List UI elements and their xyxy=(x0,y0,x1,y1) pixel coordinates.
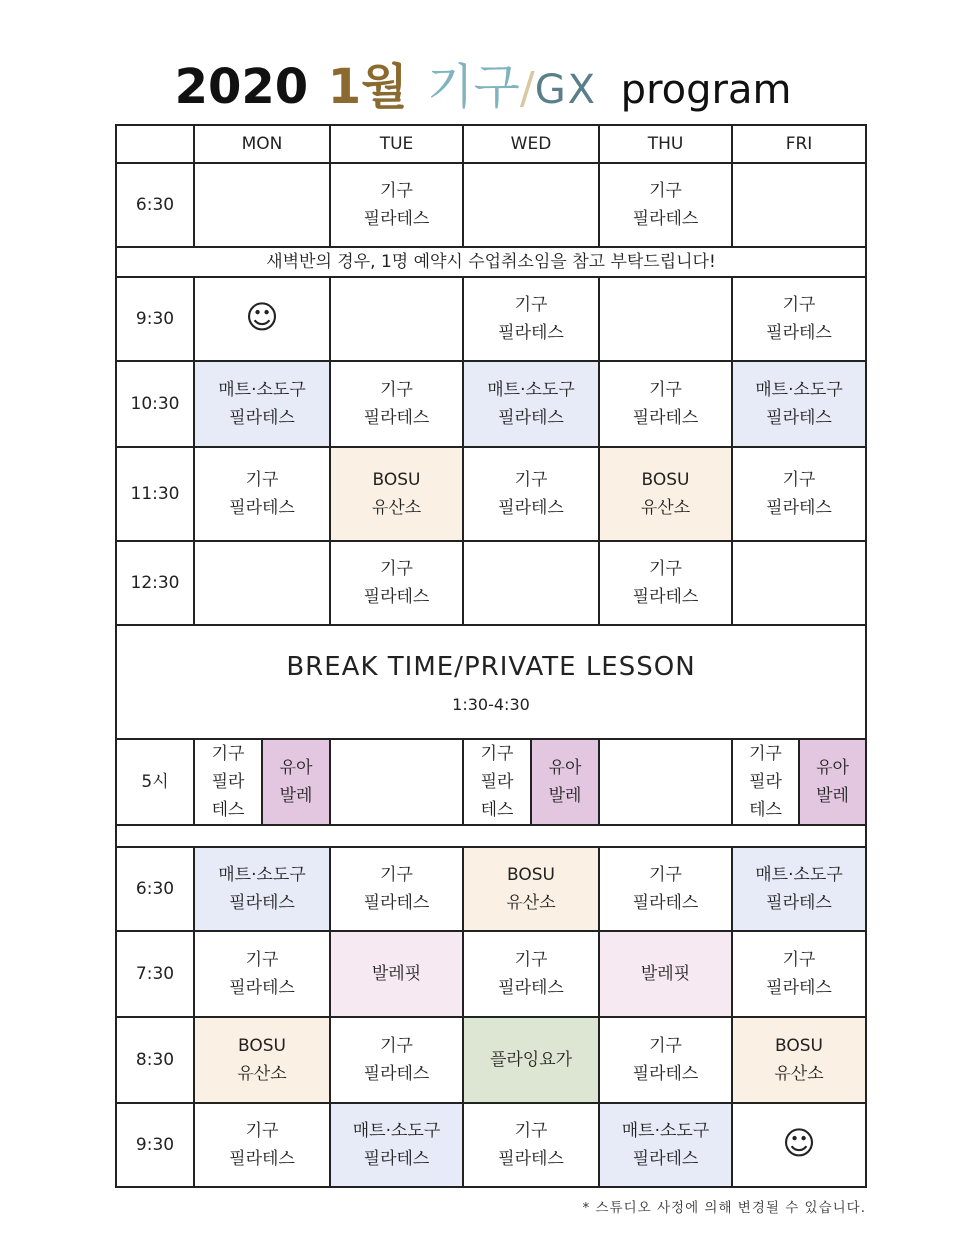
class-line-2: 발레 xyxy=(816,786,849,806)
class-cell xyxy=(531,740,598,824)
time-cell: 12:30 xyxy=(116,541,194,625)
class-cell-empty xyxy=(463,541,599,625)
class-line-2: 필라테스 xyxy=(229,978,295,998)
class-cell xyxy=(463,1017,599,1103)
class-cell-split xyxy=(732,739,866,825)
class-cell-empty xyxy=(463,163,599,247)
class-line-1: 기구 xyxy=(245,1121,279,1141)
class-cell xyxy=(732,1103,866,1187)
class-line-1: 기구 xyxy=(514,470,548,490)
class-cell xyxy=(732,931,866,1017)
class-line-2: 유산소 xyxy=(371,498,422,518)
class-cell xyxy=(599,361,732,447)
class-line-1: 유아 xyxy=(816,758,849,778)
class-line-1: 유아 xyxy=(548,758,582,778)
row-5pm xyxy=(116,739,866,825)
class-cell-empty xyxy=(194,163,330,247)
row-0630-am xyxy=(116,163,866,247)
class-line-1: 기구 xyxy=(749,744,782,764)
class-cell xyxy=(330,447,463,541)
title-month: 1월 xyxy=(327,59,408,115)
row-1230 xyxy=(116,541,866,625)
class-cell xyxy=(330,1103,463,1187)
header-wed: WED xyxy=(463,125,599,163)
class-line-1: 기구 xyxy=(514,1121,548,1141)
class-cell xyxy=(799,740,865,824)
class-cell-empty xyxy=(732,163,866,247)
break-time: 1:30-4:30 xyxy=(452,695,530,714)
time-cell: 8:30 xyxy=(116,1017,194,1103)
class-line-2: 필라테스 xyxy=(229,893,295,913)
class-line-2: 필라 xyxy=(211,772,245,792)
class-line-2: 필라테스 xyxy=(229,408,295,428)
class-line-1: 매트·소도구 xyxy=(755,380,843,400)
class-line-3: 테스 xyxy=(480,800,514,820)
class-line-3: 테스 xyxy=(211,800,245,820)
row-0930-pm xyxy=(116,1103,866,1187)
class-cell xyxy=(194,847,330,931)
header-mon: MON xyxy=(194,125,330,163)
class-line-2: 발레 xyxy=(279,786,313,806)
class-cell xyxy=(330,361,463,447)
time-cell: 5시 xyxy=(116,739,194,825)
smiley-icon: ☺ xyxy=(782,1124,816,1162)
early-class-notice: 새벽반의 경우, 1명 예약시 수업취소임을 참고 부탁드립니다! xyxy=(116,247,866,277)
class-cell-empty xyxy=(194,541,330,625)
class-line-2: 필라테스 xyxy=(766,893,832,913)
class-line-1: 기구 xyxy=(245,950,279,970)
class-cell xyxy=(599,447,732,541)
class-line-1: 매트·소도구 xyxy=(352,1121,441,1141)
class-line-1: 기구 xyxy=(649,380,682,400)
class-cell xyxy=(262,740,329,824)
class-line-2: 유산소 xyxy=(506,893,556,913)
class-line-1: 유아 xyxy=(279,758,313,778)
time-cell: 6:30 xyxy=(116,163,194,247)
header-thu: THU xyxy=(599,125,732,163)
time-cell: 10:30 xyxy=(116,361,194,447)
time-cell: 11:30 xyxy=(116,447,194,541)
notice-row xyxy=(116,247,866,277)
row-0630-pm xyxy=(116,847,866,931)
class-cell xyxy=(599,1017,732,1103)
class-line-2: 필라테스 xyxy=(632,209,699,229)
time-cell: 7:30 xyxy=(116,931,194,1017)
class-cell xyxy=(599,931,732,1017)
smiley-icon: ☺ xyxy=(245,298,279,336)
schedule-table xyxy=(115,124,867,1188)
class-cell-empty xyxy=(330,277,463,361)
class-cell xyxy=(599,541,732,625)
class-line-1: BOSU xyxy=(775,1036,823,1056)
class-line-1: BOSU xyxy=(238,1036,286,1056)
class-line-1: 기구 xyxy=(782,295,816,315)
class-line-1: 기구 xyxy=(380,181,413,201)
class-cell xyxy=(732,361,866,447)
class-cell xyxy=(330,163,463,247)
class-line-1: 기구 xyxy=(782,950,816,970)
class-line-1: 기구 xyxy=(380,380,413,400)
class-line-1: BOSU xyxy=(507,865,555,885)
class-line-2: 필라테스 xyxy=(498,1149,564,1169)
break-row xyxy=(116,625,866,739)
class-line-1: 매트·소도구 xyxy=(218,865,306,885)
header-corner xyxy=(116,125,194,163)
class-cell xyxy=(463,277,599,361)
class-line-1: 기구 xyxy=(245,470,279,490)
class-cell xyxy=(463,1103,599,1187)
class-line-1: 매트·소도구 xyxy=(621,1121,710,1141)
class-line-2: 필라테스 xyxy=(363,893,430,913)
break-title: BREAK TIME/PRIVATE LESSON xyxy=(286,652,696,682)
class-line-2: 필라테스 xyxy=(498,323,564,343)
class-line-1: 매트·소도구 xyxy=(218,380,306,400)
class-line-2: 필라 xyxy=(749,772,782,792)
class-line-2: 유산소 xyxy=(774,1064,824,1084)
row-1130 xyxy=(116,447,866,541)
class-line-2: 필라테스 xyxy=(766,978,832,998)
class-cell xyxy=(463,361,599,447)
class-line-2: 필라테스 xyxy=(363,1064,430,1084)
class-line-2: 유산소 xyxy=(237,1064,287,1084)
title-slash: / xyxy=(519,63,535,114)
class-line-2: 필라테스 xyxy=(498,978,564,998)
class-line-1: 기구 xyxy=(514,295,548,315)
class-cell xyxy=(733,740,799,824)
class-line-1: BOSU xyxy=(372,470,421,490)
class-line-2: 필라 xyxy=(480,772,514,792)
row-1030 xyxy=(116,361,866,447)
class-line-2: 필라테스 xyxy=(498,498,564,518)
row-0730 xyxy=(116,931,866,1017)
class-line-1: 기구 xyxy=(380,559,413,579)
class-line-3: 테스 xyxy=(749,800,782,820)
class-line-2: 필라테스 xyxy=(229,1149,295,1169)
class-line-1: 매트·소도구 xyxy=(487,380,575,400)
class-cell xyxy=(732,447,866,541)
class-cell xyxy=(599,1103,732,1187)
class-cell xyxy=(732,847,866,931)
footer-note: * 스튜디오 사정에 의해 변경될 수 있습니다. xyxy=(582,1200,866,1216)
class-cell xyxy=(194,361,330,447)
class-line-2: 필라테스 xyxy=(632,408,699,428)
header-fri: FRI xyxy=(732,125,866,163)
class-line-1: 기구 xyxy=(514,950,548,970)
class-line-1: 기구 xyxy=(211,744,245,764)
class-cell xyxy=(732,277,866,361)
class-cell xyxy=(732,1017,866,1103)
class-cell xyxy=(195,740,262,824)
title-program: program xyxy=(620,67,792,113)
class-cell xyxy=(194,931,330,1017)
class-cell-empty xyxy=(599,277,732,361)
class-line-1: 기구 xyxy=(649,1036,682,1056)
class-line-2: 발레 xyxy=(548,786,582,806)
class-line-1: 기구 xyxy=(380,865,413,885)
row-0930-am xyxy=(116,277,866,361)
class-line-2: 필라테스 xyxy=(363,408,430,428)
class-line-2: 필라테스 xyxy=(766,408,832,428)
class-cell xyxy=(330,1017,463,1103)
split-cell xyxy=(464,740,598,824)
row-0830 xyxy=(116,1017,866,1103)
time-cell: 6:30 xyxy=(116,847,194,931)
split-cell xyxy=(733,740,865,824)
class-cell xyxy=(330,847,463,931)
title-equipment: 기구 xyxy=(427,59,520,115)
spacer-cell xyxy=(116,825,866,847)
class-line-1: 기구 xyxy=(782,470,816,490)
class-line-1: 기구 xyxy=(380,1036,413,1056)
class-line-1: BOSU xyxy=(641,470,690,490)
class-cell-empty xyxy=(732,541,866,625)
time-cell: 9:30 xyxy=(116,277,194,361)
title-gx: GX xyxy=(534,67,598,113)
class-line-2: 필라테스 xyxy=(363,1149,430,1169)
class-line-2: 필라테스 xyxy=(229,498,295,518)
class-cell-empty xyxy=(599,739,732,825)
class-cell xyxy=(194,447,330,541)
class-cell xyxy=(194,277,330,361)
split-cell xyxy=(195,740,329,824)
class-line-1: 기구 xyxy=(649,865,682,885)
time-cell: 9:30 xyxy=(116,1103,194,1187)
title-year: 2020 xyxy=(174,59,309,115)
class-line-1: 매트·소도구 xyxy=(755,865,843,885)
header-row xyxy=(116,125,866,163)
class-line-2: 필라테스 xyxy=(363,587,430,607)
class-line-2: 필라테스 xyxy=(498,408,564,428)
class-cell xyxy=(194,1103,330,1187)
class-line-2: 필라테스 xyxy=(363,209,430,229)
class-line-2: 필라테스 xyxy=(632,1064,699,1084)
class-line-1: 기구 xyxy=(649,181,682,201)
class-line-2: 필라테스 xyxy=(632,587,699,607)
class-line-2: 필라테스 xyxy=(766,323,832,343)
class-line-2: 필라테스 xyxy=(766,498,832,518)
class-cell xyxy=(463,931,599,1017)
class-cell xyxy=(599,847,732,931)
class-line-1: 발레핏 xyxy=(640,964,691,984)
break-cell xyxy=(116,625,866,739)
class-cell-split xyxy=(463,739,599,825)
spacer-row xyxy=(116,825,866,847)
header-tue: TUE xyxy=(330,125,463,163)
class-cell-empty xyxy=(330,739,463,825)
class-line-1: 기구 xyxy=(649,559,682,579)
class-cell xyxy=(464,740,531,824)
class-line-2: 유산소 xyxy=(640,498,691,518)
class-line-2: 필라테스 xyxy=(632,1149,699,1169)
class-cell xyxy=(463,847,599,931)
class-cell xyxy=(463,447,599,541)
page-title xyxy=(0,48,966,118)
class-cell xyxy=(330,931,463,1017)
class-line-2: 필라테스 xyxy=(632,893,699,913)
class-line-1: 플라잉요가 xyxy=(489,1050,573,1070)
class-line-1: 발레핏 xyxy=(371,964,422,984)
class-line-1: 기구 xyxy=(480,744,514,764)
class-cell xyxy=(330,541,463,625)
class-cell xyxy=(599,163,732,247)
class-cell-split xyxy=(194,739,330,825)
class-cell xyxy=(194,1017,330,1103)
